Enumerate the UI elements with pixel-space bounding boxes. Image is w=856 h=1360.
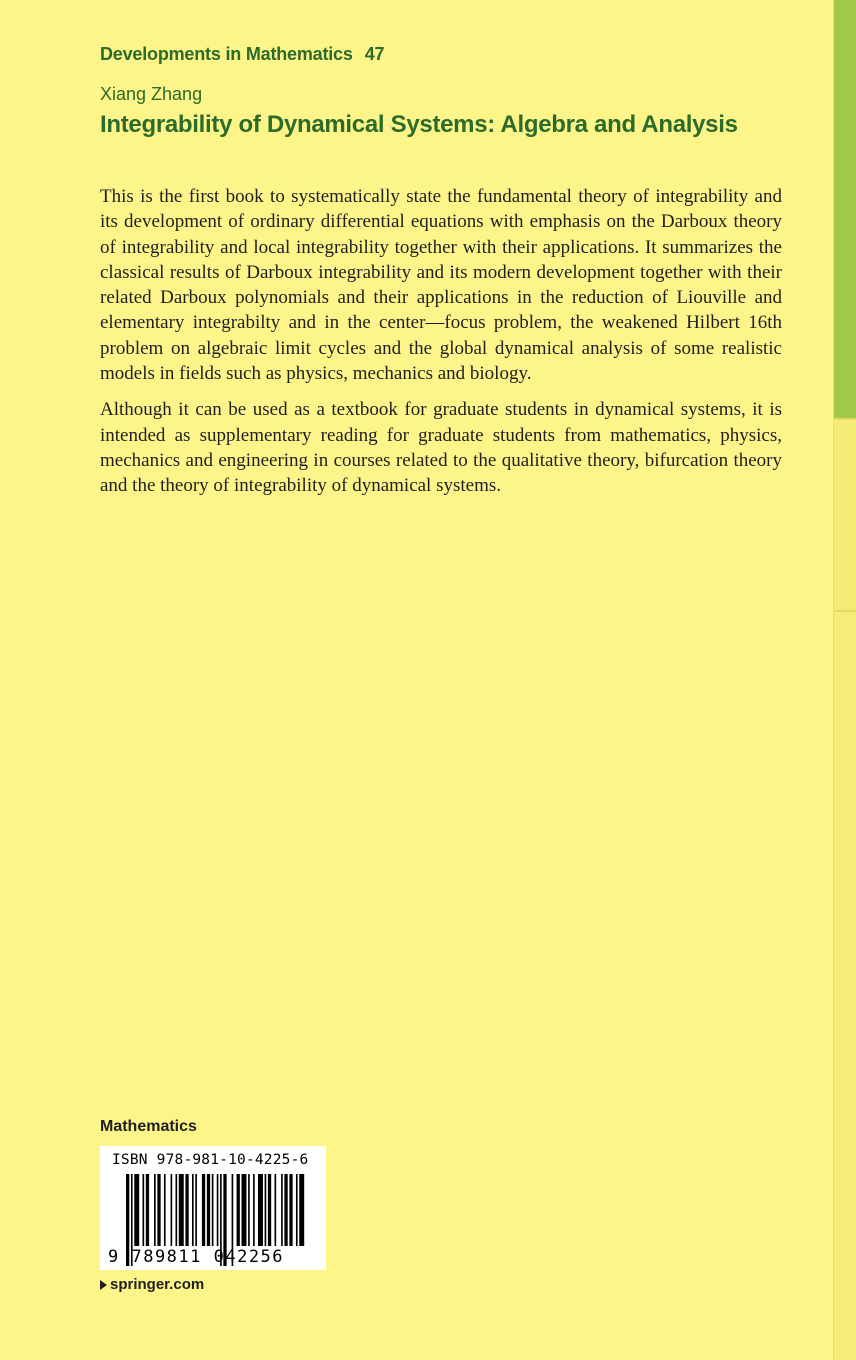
barcode-bar — [195, 1174, 197, 1246]
barcode-bar — [296, 1174, 298, 1246]
barcode-bar — [258, 1174, 263, 1246]
barcode-bar — [154, 1174, 156, 1246]
barcode-bar — [134, 1174, 139, 1246]
barcode — [100, 1146, 326, 1270]
barcode-bar — [281, 1174, 283, 1246]
author-name: Xiang Zhang — [100, 84, 203, 104]
barcode-bar — [217, 1174, 219, 1246]
blurb — [100, 184, 782, 510]
barcode-bar — [248, 1174, 250, 1246]
book-title: Integrability of Dynamical Systems: Algebra and Analysis — [100, 111, 738, 138]
spine-divider — [834, 418, 856, 420]
arrow-right-icon — [100, 1280, 107, 1290]
barcode-bar — [179, 1174, 184, 1246]
barcode-bar — [284, 1174, 287, 1246]
barcode-bar — [176, 1174, 178, 1246]
barcode-bar — [289, 1174, 292, 1246]
barcode-bar — [265, 1174, 267, 1246]
spine-green-band — [834, 0, 856, 418]
barcode-bar — [299, 1174, 304, 1246]
barcode-bar — [268, 1174, 271, 1246]
publisher-link[interactable] — [100, 1276, 204, 1293]
barcode-bar — [275, 1174, 277, 1246]
isbn-label: ISBN 978-981-10-4225-6 — [112, 1152, 309, 1168]
barcode-bar — [202, 1174, 205, 1246]
barcode-bar — [146, 1174, 149, 1246]
subject-label: Mathematics — [100, 1118, 197, 1135]
spine-divider — [834, 610, 856, 612]
barcode-bar — [185, 1174, 188, 1246]
blurb-paragraph-1: This is the first book to systematically state the fundamental theory of integrability and its development of ordinary differential equations with emphasis on the Darboux theory of integrability and local integrability together with their applications. It summarizes the classical results of Darboux integrability and its modern development together with their related Darboux polynomials and their applications in the reduction of Liouville and elementary integrabilty and in the center—focus problem, the weakened Hilbert 16th problem on algebraic limit cycles and the global dynamical analysis of some realistic models in fields such as physics, mechanics and biology. — [100, 186, 782, 385]
barcode-bar — [164, 1174, 166, 1246]
series-name: Developments in Mathematics — [100, 44, 353, 64]
ean-digits: 9 789811 042256 — [108, 1247, 285, 1267]
series-heading — [100, 44, 384, 65]
series-number: 47 — [364, 44, 385, 64]
barcode-bar — [207, 1174, 210, 1246]
barcode-bar — [157, 1174, 160, 1246]
spine-light-band — [834, 424, 856, 610]
barcode-bar — [171, 1174, 173, 1246]
barcode-bar — [143, 1174, 145, 1246]
barcode-bar — [192, 1174, 194, 1246]
barcode-bar — [253, 1174, 255, 1246]
publisher-link-text: springer.com — [110, 1276, 205, 1293]
blurb-paragraph-2: Although it can be used as a textbook for graduate students in dynamical systems, it is intended as supplementary reading for graduate students from mathematics, physics, mechanics and engineering in courses related to the qualitative theory, bifurcation theory and the theory of integrability of dynamical systems. — [100, 399, 782, 497]
barcode-bar — [212, 1174, 214, 1246]
barcode-bar — [242, 1174, 247, 1246]
barcode-bar — [237, 1174, 240, 1246]
